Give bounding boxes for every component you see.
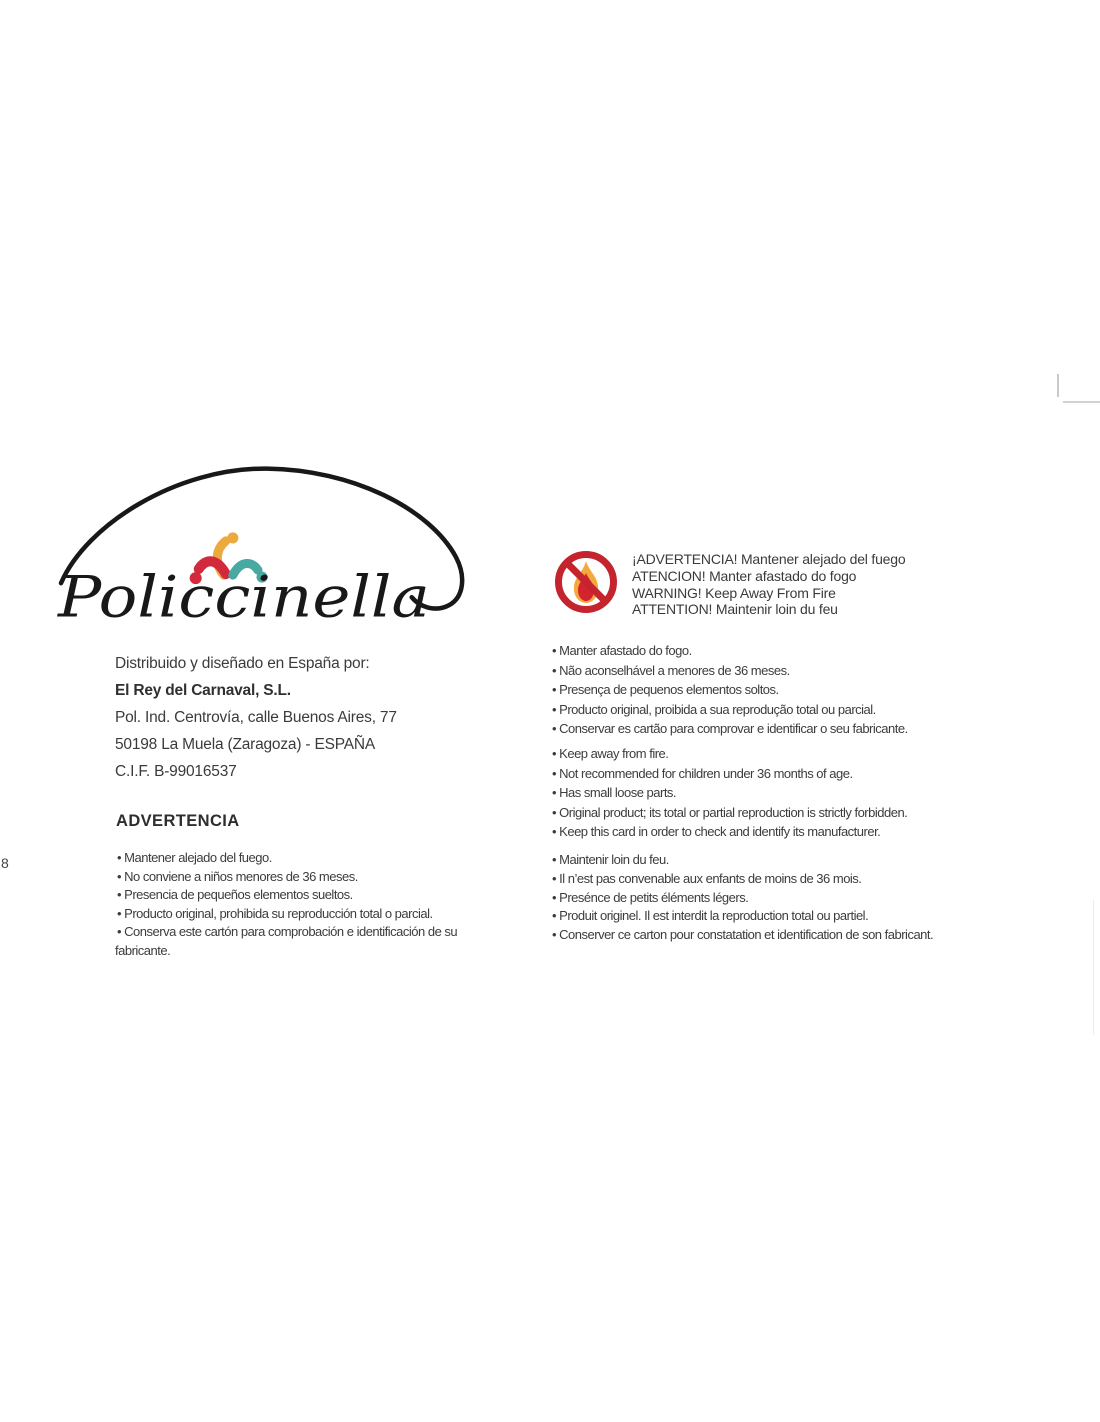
warning-item-en: • Not recommended for children under 36 months of age. [552, 765, 853, 781]
fire-warning-header [632, 551, 962, 618]
warning-item-pt: • Presença de pequenos elementos soltos. [552, 682, 779, 697]
warning-item-pt: • Producto original, proibida a sua reprodução total ou parcial. [552, 701, 876, 717]
policcinella-logo [56, 464, 470, 644]
warning-item-fr: • Il n’est pas convenable aux enfants de moins de 36 mois. [552, 870, 862, 886]
warning-item-en: • Keep away from fire. [552, 746, 669, 761]
crop-mark-vertical [1057, 374, 1059, 397]
warning-item-pt: • Conservar es cartão para comprovar e identificar o seu fabricante. [552, 721, 908, 736]
cif-number: C.I.F. B-99016537 [115, 763, 237, 780]
fire-warning-line: ATTENTION! Maintenir loin du feu [632, 601, 838, 618]
advertencia-heading: ADVERTENCIA [116, 812, 240, 830]
warning-item-pt: • Manter afastado do fogo. [552, 643, 692, 658]
crop-mark-horizontal [1063, 401, 1100, 403]
address-line-1: Pol. Ind. Centrovía, calle Buenos Aires, 77 [115, 709, 397, 726]
brand-wordmark: Policcinella [56, 563, 430, 631]
warning-item-en: • Original product; its total or partial reproduction is strictly forbidden. [552, 804, 908, 820]
warning-item-es: • Mantener alejado del fuego. [117, 850, 272, 865]
warning-item-pt: • Não aconselhável a menores de 36 meses. [552, 662, 790, 678]
distributor-block [115, 650, 475, 785]
warning-item-fr: • Conserver ce carton pour constatation et identification de son fabricant. [552, 927, 934, 943]
warning-list-es [115, 849, 497, 961]
scan-edge-line [1093, 900, 1094, 1035]
warning-item-es: • No conviene a niños menores de 36 meses. [117, 868, 358, 884]
company-name: El Rey del Carnaval, S.L. [115, 682, 291, 699]
warning-item-fr: • Produit originel. Il est interdit la reproduction total ou partiel. [552, 908, 869, 924]
warning-item-fr: • Maintenir loin du feu. [552, 852, 669, 867]
page-number: 8 [1, 855, 9, 871]
fire-warning-line: ¡ADVERTENCIA! Mantener alejado del fuego [632, 551, 906, 567]
fire-warning-line: WARNING! Keep Away From Fire [632, 584, 836, 601]
warning-list-pt [543, 641, 1015, 739]
warning-list-fr [534, 851, 935, 945]
warning-item-es: • Producto original, prohibida su reproducción total o parcial. [117, 905, 433, 921]
warning-item-en: • Has small loose parts. [552, 785, 677, 800]
distributor-intro: Distribuido y diseñado en España por: [115, 655, 370, 672]
warning-item-fr: • Presénce de petits éléments légers. [552, 889, 749, 905]
fire-warning-line: ATENCION! Manter afastado do fogo [632, 567, 857, 584]
warning-item-es: • Conserva este cartón para comprobación e identificación de su fabricante. [115, 924, 458, 958]
no-fire-icon [552, 548, 620, 616]
warning-item-en: • Keep this card in order to check and identify its manufacturer. [552, 824, 881, 839]
address-line-2: 50198 La Muela (Zaragoza) - ESPAÑA [115, 736, 375, 753]
warning-list-en [543, 744, 1015, 842]
warning-item-es: • Presencia de pequeños elementos sueltos. [117, 887, 353, 903]
